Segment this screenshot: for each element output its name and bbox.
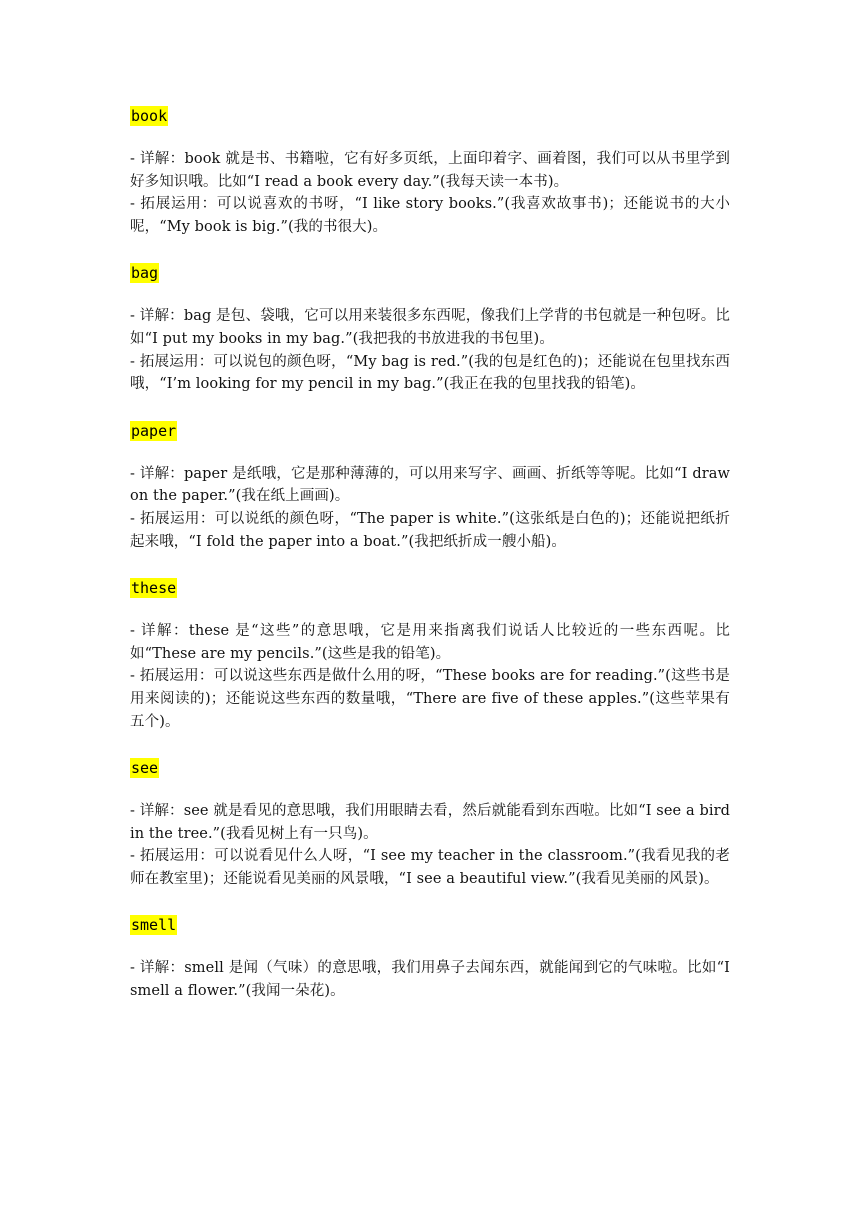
vocab-word-highlight: bag xyxy=(131,264,159,283)
entry-see xyxy=(130,756,730,890)
entry-bag xyxy=(130,261,730,395)
vocab-word-highlight: smell xyxy=(131,916,177,935)
document-page xyxy=(130,104,730,1003)
usage-paragraph: - 拓展运用：可以说看见什么人呀，“I see my teacher in the classroom.”(我看见我的老师在教室里)；还能说看见美丽的风景哦，“I see a beautiful view.”(我看见美丽的风景)。 xyxy=(130,848,730,887)
detail-paragraph: - 详解：bag 是包、袋哦，它可以用来装很多东西呢，像我们上学背的书包就是一种包呀。比如“I put my books in my bag.”(我把我的书放进我的书包里)。 xyxy=(130,308,730,347)
entry-these xyxy=(130,576,730,733)
detail-paragraph: - 详解：see 就是看见的意思哦，我们用眼睛去看，然后就能看到东西啦。比如“I see a bird in the tree.”(我看见树上有一只鸟)。 xyxy=(130,803,730,842)
detail-paragraph: - 详解：these 是“这些”的意思哦，它是用来指离我们说话人比较近的一些东西呢。比如“These are my pencils.”(这些是我的铅笔)。 xyxy=(130,623,730,662)
usage-paragraph: - 拓展运用：可以说喜欢的书呀，“I like story books.”(我喜欢故事书)；还能说书的大小呢，“My book is big.”(我的书很大)。 xyxy=(130,196,730,235)
detail-paragraph: - 详解：paper 是纸哦，它是那种薄薄的，可以用来写字、画画、折纸等等呢。比如“I draw on the paper.”(我在纸上画画)。 xyxy=(130,465,730,505)
usage-paragraph: - 拓展运用：可以说纸的颜色呀，“The paper is white.”(这张纸是白色的)；还能说把纸折起来哦，“I fold the paper into a boat.”(我把纸折成一艘小船)。 xyxy=(130,510,730,550)
vocab-word-highlight: book xyxy=(131,107,168,125)
detail-paragraph: - 详解：smell 是闻（气味）的意思哦，我们用鼻子去闻东西，就能闻到它的气味啦。比如“I smell a flower.”(我闻一朵花)。 xyxy=(130,960,730,1000)
usage-paragraph: - 拓展运用：可以说包的颜色呀，“My bag is red.”(我的包是红色的)；还能说在包里找东西哦，“I’m looking for my pencil in my bag.”(我正在我的包里找我的铅笔)。 xyxy=(130,353,730,393)
vocab-word-highlight: paper xyxy=(131,421,177,440)
entry-book xyxy=(130,104,730,238)
entry-paper xyxy=(130,419,730,553)
detail-paragraph: - 详解：book 就是书、书籍啦，它有好多页纸，上面印着字、画着图，我们可以从书里学到好多知识哦。比如“I read a book every day.”(我每天读一本书)。 xyxy=(130,151,730,190)
usage-paragraph: - 拓展运用：可以说这些东西是做什么用的呀，“These books are for reading.”(这些书是用来阅读的)；还能说这些东西的数量哦，“There are five of these apples.”(这些苹果有五个)。 xyxy=(130,668,730,730)
vocab-word-highlight: these xyxy=(131,579,177,598)
entry-smell xyxy=(130,913,730,1002)
vocab-word-highlight: see xyxy=(131,759,159,778)
